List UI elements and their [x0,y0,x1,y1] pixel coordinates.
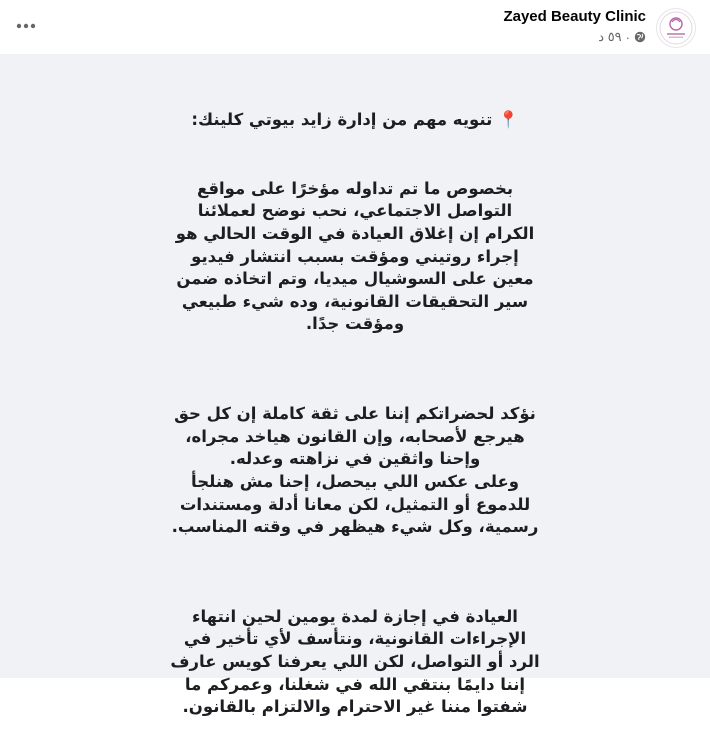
post-paragraph-1: بخصوص ما تم تداوله مؤخرًا على مواقع التواصل الاجتماعي، نحب نوضح لعملائنا الكرام إن إغلاق العيادة في الوقت الحالي هو إجراء روتيني ومؤقت بسبب انتشار فيديو معين على السوشيال ميديا، وتم اتخاذه ضمن سير التحقيقات القانونية، وده شيء طبيعي ومؤقت جدًا. [175,178,535,334]
more-options-button[interactable] [8,8,44,44]
post-body [80,86,630,741]
post-paragraph-2: نؤكد لحضراتكم إننا على ثقة كاملة إن كل حق هيرجع لأصحابه، وإن القانون هياخد مجراه، وإحنا واثقين في نزاهته وعدله. وعلى عكس اللي بيحصل، إحنا مش هنلجأ للدموع أو التمثيل، لكن معانا أدلة ومستندات رسمية، وكل شيء هيظهر في وقته المناسب. [171,404,539,537]
post-header [0,0,710,52]
ellipsis-icon [16,23,36,29]
post-time[interactable]: ٥٩ د [598,29,622,44]
post-meta [598,29,646,45]
post-content-background [0,54,710,717]
paragraph-gap [80,359,630,381]
page-avatar[interactable] [656,8,696,48]
meta-separator: · [625,29,630,45]
paragraph-gap [80,561,630,583]
post-title: 📍 تنويه مهم من إدارة زايد بيوتي كلينك: [191,109,519,129]
clinic-logo-icon [659,11,693,45]
post-paragraph-3: العيادة في إجازة لمدة يومين لحين انتهاء الإجراءات القانونية، ونتأسف لأي تأخير في الرد أو التواصل، لكن اللي يعرفنا كويس عارف إننا دايمًا بنتقي الله في شغلنا، وعمركم ما شفتوا مننا غير الاحترام والالتزام بالقانون. [170,606,540,717]
page-name-link[interactable]: Zayed Beauty Clinic [503,8,646,25]
globe-icon[interactable] [634,31,646,43]
